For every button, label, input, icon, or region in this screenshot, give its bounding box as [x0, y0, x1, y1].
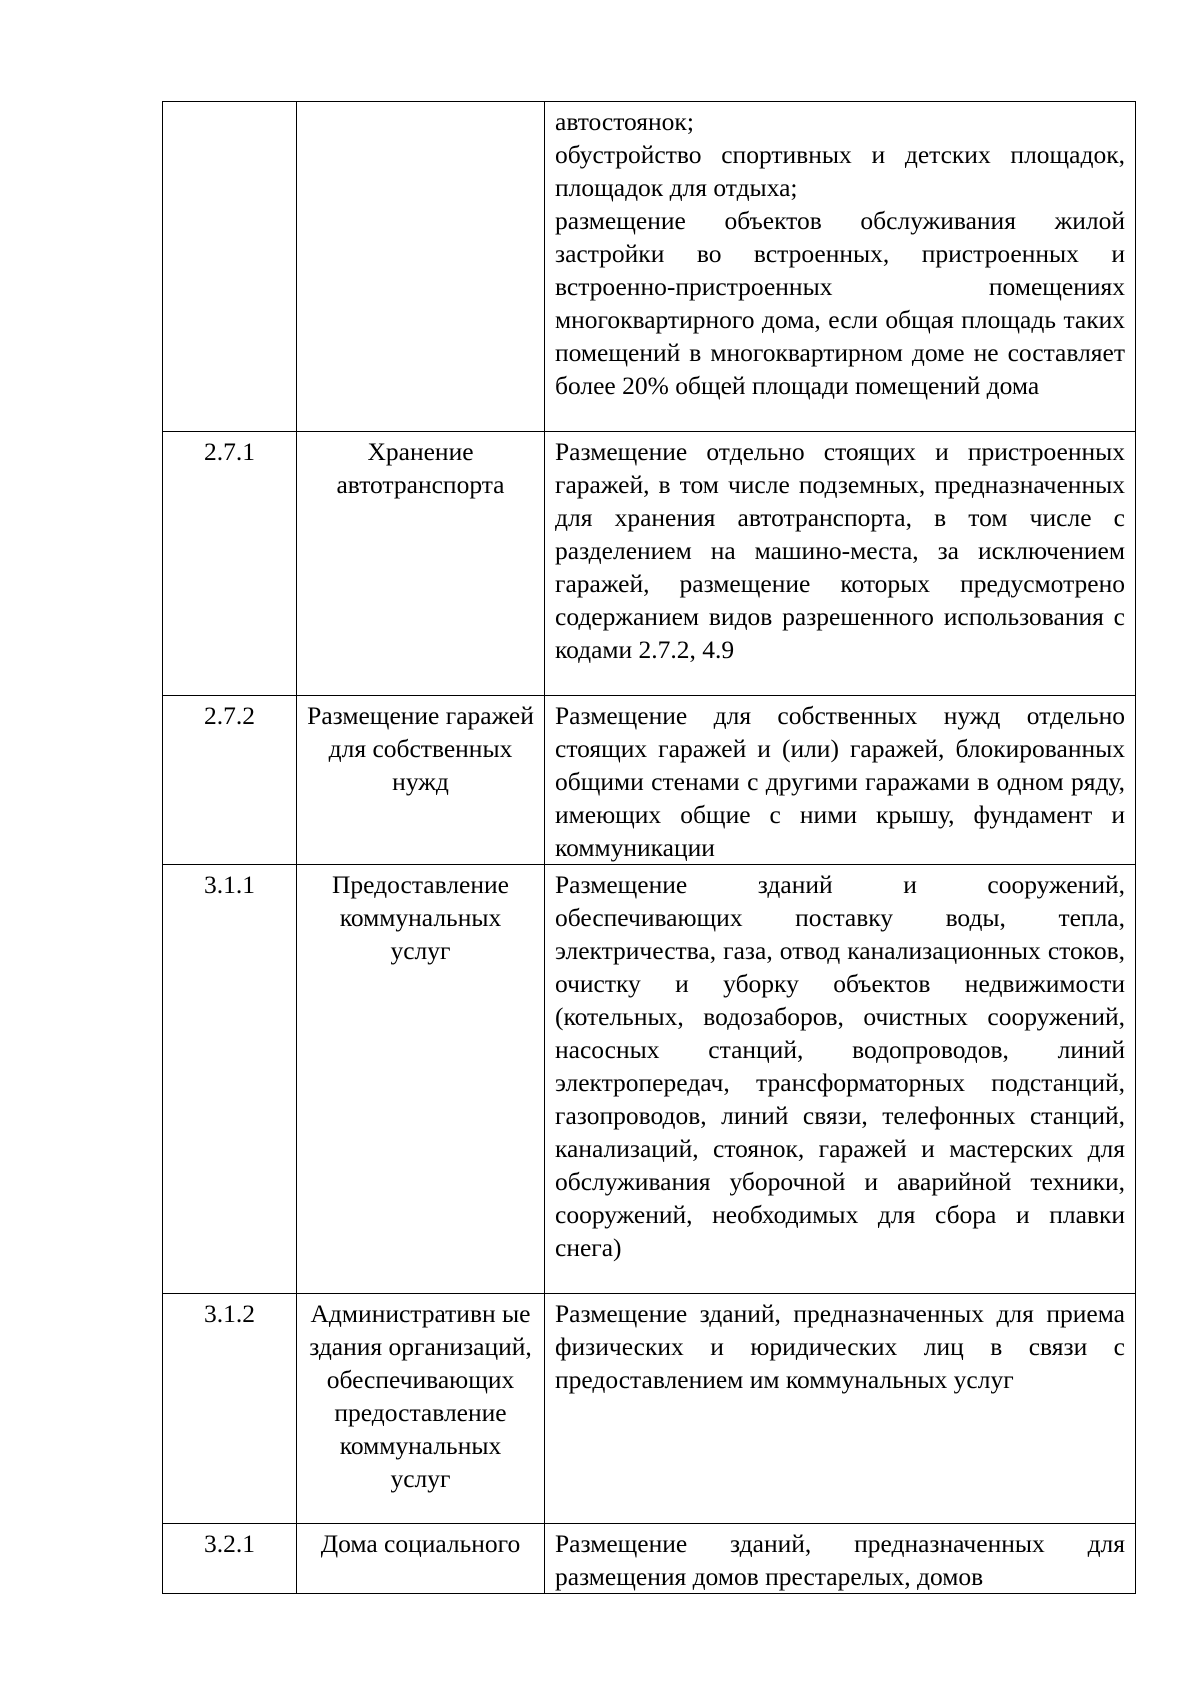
row-name: Размещение гаражей для собственных нужд — [297, 696, 545, 865]
row-code — [163, 102, 297, 432]
description-paragraph: Размещение зданий, предназначенных для размещения домов престарелых, домов — [555, 1529, 1125, 1591]
row-code: 3.1.2 — [163, 1294, 297, 1524]
row-description — [545, 102, 1136, 432]
table-row — [163, 865, 1136, 1294]
row-name — [297, 102, 545, 432]
row-name: Административн ые здания организаций, обеспечивающих предоставление коммунальных услуг — [297, 1294, 545, 1524]
row-code: 2.7.2 — [163, 696, 297, 865]
description-paragraph: обустройство спортивных и детских площадок, площадок для отдыха; — [555, 140, 1125, 202]
row-description — [545, 865, 1136, 1294]
table-row — [163, 102, 1136, 432]
row-name: Дома социального — [297, 1524, 545, 1594]
description-paragraph: Размещение для собственных нужд отдельно стоящих гаражей и (или) гаражей, блокированных общими стенами с другими гаражами в одном ряду, имеющих общие с ними крышу, фундамент и коммуникации — [555, 701, 1125, 862]
description-paragraph: Размещение отдельно стоящих и пристроенных гаражей, в том числе подземных, предназначенных для хранения автотранспорта, в том числе с разделением на машино-места, за исключением гаражей, размещение которых предусмотрено содержанием видов разрешенного использования с кодами 2.7.2, 4.9 — [555, 437, 1125, 664]
row-description — [545, 696, 1136, 865]
row-code: 2.7.1 — [163, 432, 297, 696]
description-paragraph: Размещение зданий и сооружений, обеспечивающих поставку воды, тепла, электричества, газа, отвод канализационных стоков, очистку и уборку объектов недвижимости (котельных, водозаборов, очистных сооружений, насосных станций, водопроводов, линий электропередач, трансформаторных подстанций, газопроводов, линий связи, телефонных станций, канализаций, стоянок, гаражей и мастерских для обслуживания уборочной и аварийной техники, сооружений, необходимых для сбора и плавки снега) — [555, 870, 1125, 1262]
table-row — [163, 1294, 1136, 1524]
row-description — [545, 1524, 1136, 1594]
row-name: Предоставление коммунальных услуг — [297, 865, 545, 1294]
description-paragraph: размещение объектов обслуживания жилой застройки во встроенных, пристроенных и встроенно-пристроенных помещениях многоквартирного дома, если общая площадь таких помещений в многоквартирном доме не составляет более 20% общей площади помещений дома — [555, 206, 1125, 400]
table-row — [163, 696, 1136, 865]
land-use-table — [162, 101, 1136, 1594]
table-row — [163, 1524, 1136, 1594]
description-paragraph: автостоянок; — [555, 107, 694, 136]
row-description — [545, 1294, 1136, 1524]
row-name: Хранение автотранспорта — [297, 432, 545, 696]
row-code: 3.2.1 — [163, 1524, 297, 1594]
description-paragraph: Размещение зданий, предназначенных для приема физических и юридических лиц в связи с предоставлением им коммунальных услуг — [555, 1299, 1125, 1394]
table-row — [163, 432, 1136, 696]
row-description — [545, 432, 1136, 696]
row-code: 3.1.1 — [163, 865, 297, 1294]
